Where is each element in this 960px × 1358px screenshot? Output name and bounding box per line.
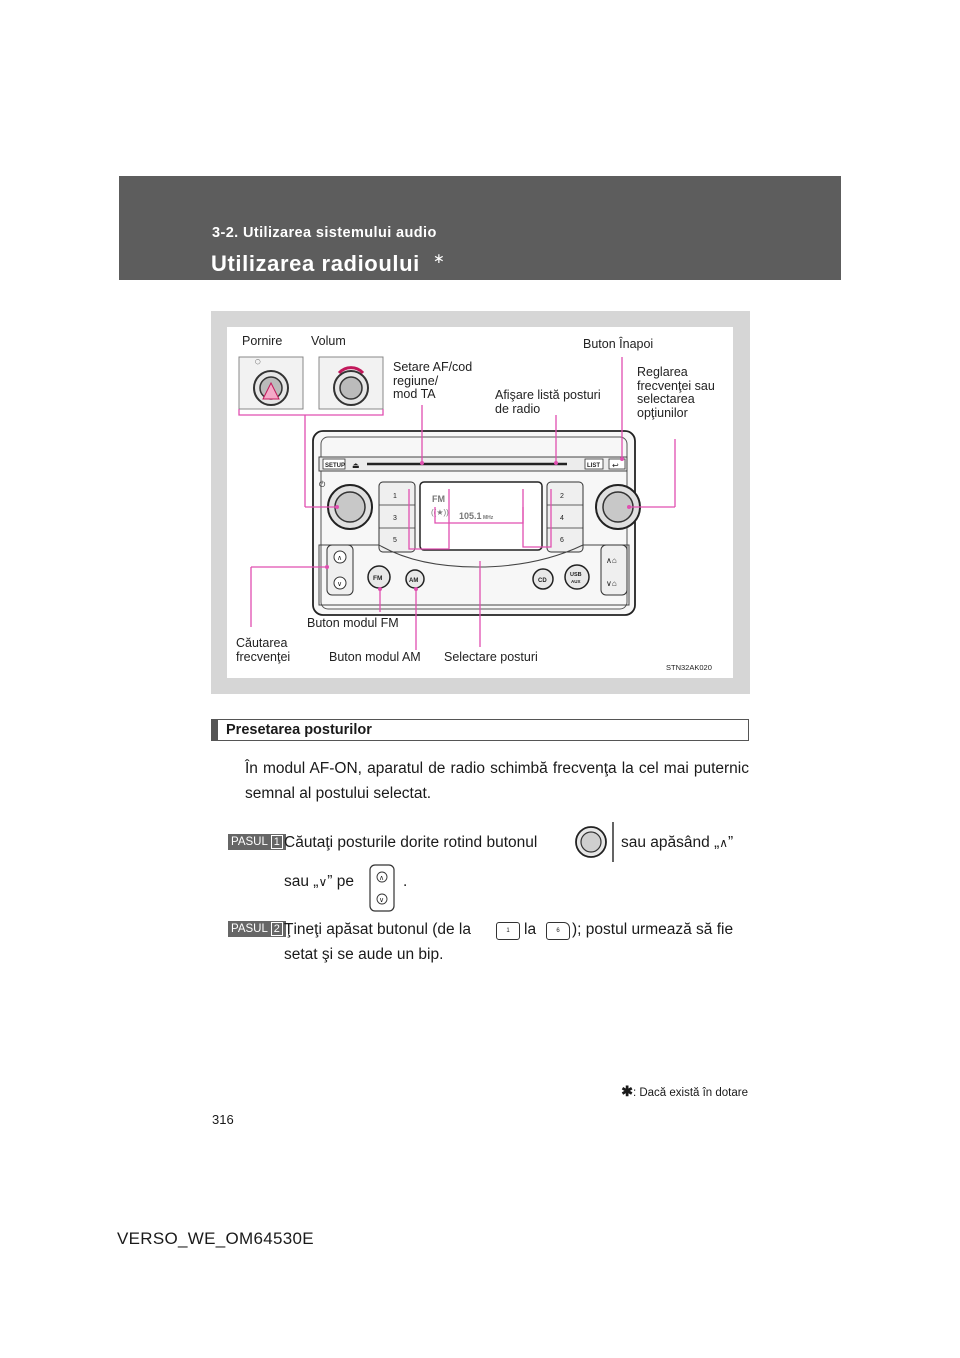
- preset-3: 3: [393, 515, 397, 522]
- step-1-text-b: [621, 830, 733, 856]
- list-button: LIST: [587, 463, 600, 469]
- power-knob-inset: [239, 357, 303, 409]
- svg-text:∨: ∨: [379, 897, 385, 904]
- tune-knob-icon: [573, 822, 615, 862]
- preset-5: 5: [393, 537, 397, 544]
- seek-buttons-icon: [368, 863, 396, 913]
- step-2-text-d: setat şi se aude un bip.: [284, 946, 444, 963]
- display-band: FM: [432, 494, 445, 504]
- step-number: 1: [271, 835, 283, 849]
- step-1-text-e: ” pe: [327, 873, 354, 890]
- callout-list: Afişare listă posturi de radio: [495, 388, 601, 416]
- usb-button: USB: [570, 572, 582, 578]
- callout-seek: Căutarea frecvenţei: [236, 636, 291, 664]
- section-bar-marker: [211, 719, 218, 741]
- step-1-text-b-label: sau apăsând „: [621, 834, 720, 851]
- callout-fm-button: Buton modul FM: [307, 616, 399, 630]
- seek-down-icon: ∨: [337, 581, 343, 588]
- step-1-badge: [228, 834, 286, 850]
- step-word: PASUL: [231, 836, 268, 848]
- display-unit: MHz: [483, 515, 494, 521]
- page-title: Utilizarea radioului: [211, 251, 420, 276]
- intro-paragraph: În modul AF-ON, aparatul de radio schimbă frecvenţa la cel mai puternic semnal al postului selectat.: [245, 760, 749, 802]
- preset-6: 6: [560, 537, 564, 544]
- step-1-text-d-label: sau „: [284, 873, 319, 890]
- title-asterisk: ∗: [433, 250, 445, 266]
- preset-4: 4: [560, 515, 564, 522]
- display-frequency: 105.1: [459, 511, 482, 521]
- svg-text:◯: ◯: [255, 359, 261, 365]
- step-2-text-a: Ţineţi apăsat butonul (de la: [284, 921, 471, 938]
- callout-back-button: Buton Înapoi: [583, 337, 654, 351]
- section-label: 3-2. Utilizarea sistemului audio: [212, 225, 437, 241]
- section-title: Presetarea posturilor: [226, 722, 372, 738]
- figure-code: STN32AK020: [666, 663, 712, 672]
- folder-up-icon: ∧⌂: [606, 556, 617, 565]
- step-number: 2: [271, 922, 283, 936]
- preset-6-icon: 6: [546, 922, 570, 940]
- volume-knob-inset: [319, 357, 383, 409]
- asterisk-icon: ✱: [621, 1083, 633, 1099]
- step-1-text-d: [284, 869, 354, 895]
- preset-1-icon: 1: [496, 922, 520, 940]
- document-code: VERSO_WE_OM64530E: [117, 1229, 314, 1248]
- step-1-text-c: ”: [728, 834, 734, 851]
- callout-am-button: Buton modul AM: [329, 650, 421, 664]
- back-icon: ↩: [612, 461, 619, 470]
- footnote-text: : Dacă există în dotare: [632, 1087, 748, 1099]
- power-symbol-icon: ⏻: [319, 480, 326, 489]
- am-button: AM: [409, 578, 419, 584]
- svg-text:∧: ∧: [379, 875, 385, 882]
- fm-button: FM: [373, 575, 383, 582]
- cd-button: CD: [538, 578, 547, 584]
- step-word: PASUL: [231, 923, 268, 935]
- callout-volume: Volum: [311, 334, 346, 348]
- seek-up-icon: ∧: [337, 555, 343, 562]
- callout-preset-select: Selectare posturi: [444, 650, 538, 664]
- step-1-text-a: Căutaţi posturile dorite rotind butonul: [284, 834, 538, 851]
- step-2-text-b: la: [524, 921, 537, 938]
- callout-power: Pornire: [242, 334, 283, 348]
- footnote: [621, 1083, 748, 1100]
- step-1-period: .: [403, 873, 408, 890]
- setup-button: SETUP: [325, 463, 346, 469]
- step-2-badge: [228, 921, 286, 937]
- callout-tuning: Reglarea frecvenţei sau selectarea opţiunilor: [637, 365, 715, 420]
- aux-button: AUX: [571, 579, 581, 584]
- preset-2: 2: [560, 493, 564, 500]
- page-number: 316: [212, 1112, 234, 1127]
- signal-icon: ((★)): [431, 508, 449, 517]
- preset-1: 1: [393, 493, 397, 500]
- down-chevron-icon: ∨: [318, 875, 328, 889]
- callout-af-setup: Setare AF/cod regiune/ mod TA: [393, 360, 473, 401]
- eject-icon: ⏏: [352, 461, 360, 470]
- up-chevron-icon: ∧: [719, 836, 729, 850]
- step-2-text-c: ); postul urmează să fie: [572, 921, 734, 938]
- folder-down-icon: ∨⌂: [606, 579, 617, 588]
